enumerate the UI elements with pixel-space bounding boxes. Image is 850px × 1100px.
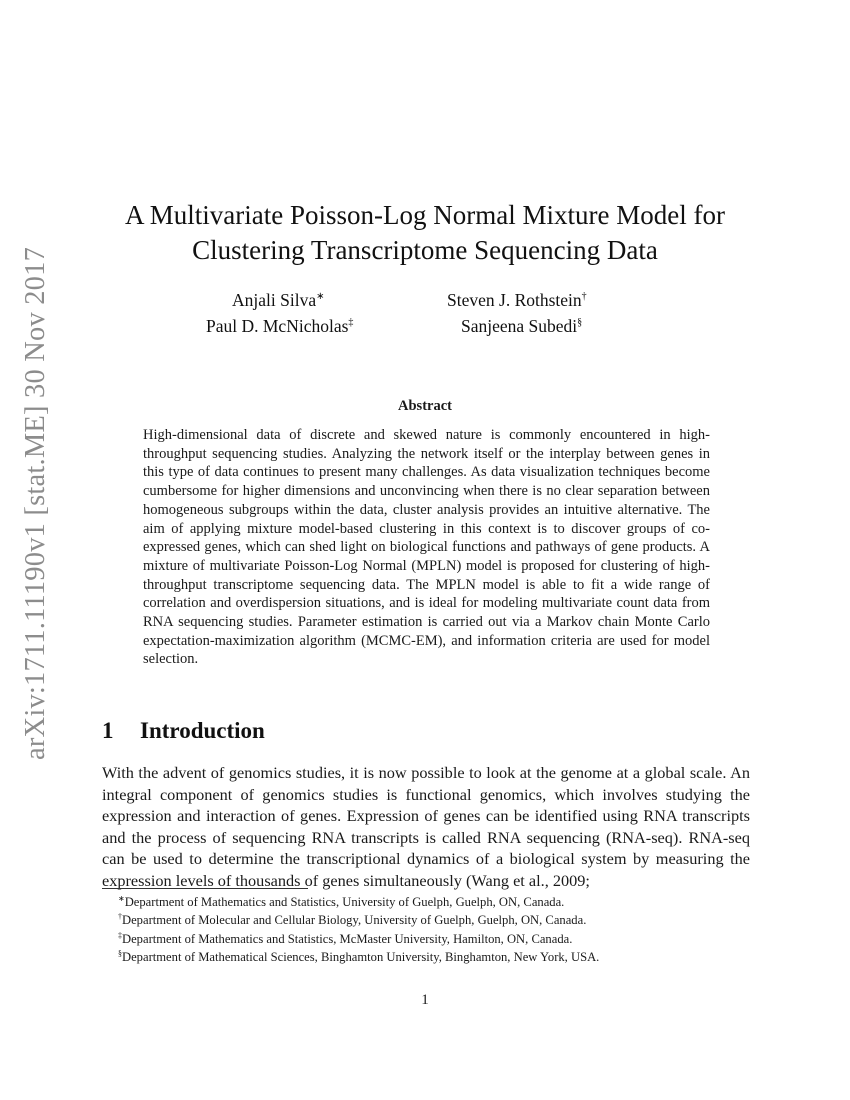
page-number: 1 [421, 992, 429, 1008]
footnote-text: Department of Mathematical Sciences, Binghamton University, Binghamton, New York, USA. [122, 949, 600, 964]
footnote [118, 911, 758, 929]
footnote-mark: § [118, 948, 122, 958]
author-affiliation-mark: § [577, 317, 583, 328]
footnote [118, 893, 758, 911]
author-affiliation-mark: † [581, 291, 587, 302]
footnote-mark: † [118, 912, 122, 922]
author-affiliation-mark: ∗ [316, 291, 325, 302]
section-heading [102, 716, 265, 746]
footnote-text: Department of Molecular and Cellular Biology, University of Guelph, Guelph, ON, Canada. [122, 913, 587, 928]
abstract-heading: Abstract [398, 398, 452, 414]
paper-title-line: A Multivariate Poisson-Log Normal Mixture Model for [125, 200, 725, 230]
author-name: Steven J. Rothstein [447, 290, 582, 310]
author-name: Paul D. McNicholas [206, 316, 349, 336]
footnote [118, 930, 758, 948]
footnote-mark: ‡ [118, 930, 122, 940]
author [447, 288, 587, 312]
author-name: Sanjeena Subedi [461, 316, 578, 336]
section-number: 1 [102, 718, 114, 743]
paper-title [60, 198, 790, 268]
author [206, 314, 353, 338]
footnote-mark: ∗ [118, 894, 125, 903]
footnote-list [118, 893, 758, 966]
arxiv-identifier-stamp: arXiv:1711.11190v1 [stat.ME] 30 Nov 2017 [20, 246, 51, 760]
author [461, 314, 582, 338]
footnote-text: Department of Mathematics and Statistics, University of Guelph, Guelph, ON, Canada. [124, 895, 565, 909]
footnote [118, 948, 758, 966]
author-name: Anjali Silva [232, 290, 317, 310]
author [232, 288, 324, 312]
paper-title-line: Clustering Transcriptome Sequencing Data [192, 235, 658, 265]
section-body: With the advent of genomics studies, it is now possible to look at the genome at a global scale. An integral component of genomics studies is functional genomics, which involves studying the expression and interaction of genes. Expression of genes can be identified using RNA transcripts and the process of sequencing RNA transcripts is called RNA sequencing (RNA-seq). RNA-seq can be used to determine the transcriptional dynamics of a biological system by measuring the expression levels of thousands of genes simultaneously (Wang et al., 2009; [102, 763, 750, 890]
section-title: Introduction [140, 718, 265, 743]
footnote-divider [102, 888, 308, 889]
author-list [150, 288, 700, 348]
author-affiliation-mark: ‡ [348, 317, 354, 328]
abstract-body: High-dimensional data of discrete and skewed nature is commonly encountered in high-throughput sequencing studies. Analyzing the network itself or the interplay between genes in this type of data continues to present many challenges. As data visualization techniques become cumbersome for higher dimensions and unconvincing when there is no clear separation between homogeneous subgroups within the data, cluster analysis provides an intuitive alternative. The aim of applying mixture model-based clustering in this context is to discover groups of co-expressed genes, which can shed light on biological functions and pathways of gene products. A mixture of multivariate Poisson-Log Normal (MPLN) model is proposed for clustering of high-throughput transcriptome sequencing data. The MPLN model is able to fit a wide range of correlation and overdispersion situations, and is ideal for modeling multivariate count data from RNA sequencing studies. Parameter estimation is carried out via a Markov chain Monte Carlo expectation-maximization algorithm (MCMC-EM), and information criteria are used for model selection. [143, 427, 710, 668]
footnote-text: Department of Mathematics and Statistics, McMaster University, Hamilton, ON, Canada. [122, 931, 573, 946]
